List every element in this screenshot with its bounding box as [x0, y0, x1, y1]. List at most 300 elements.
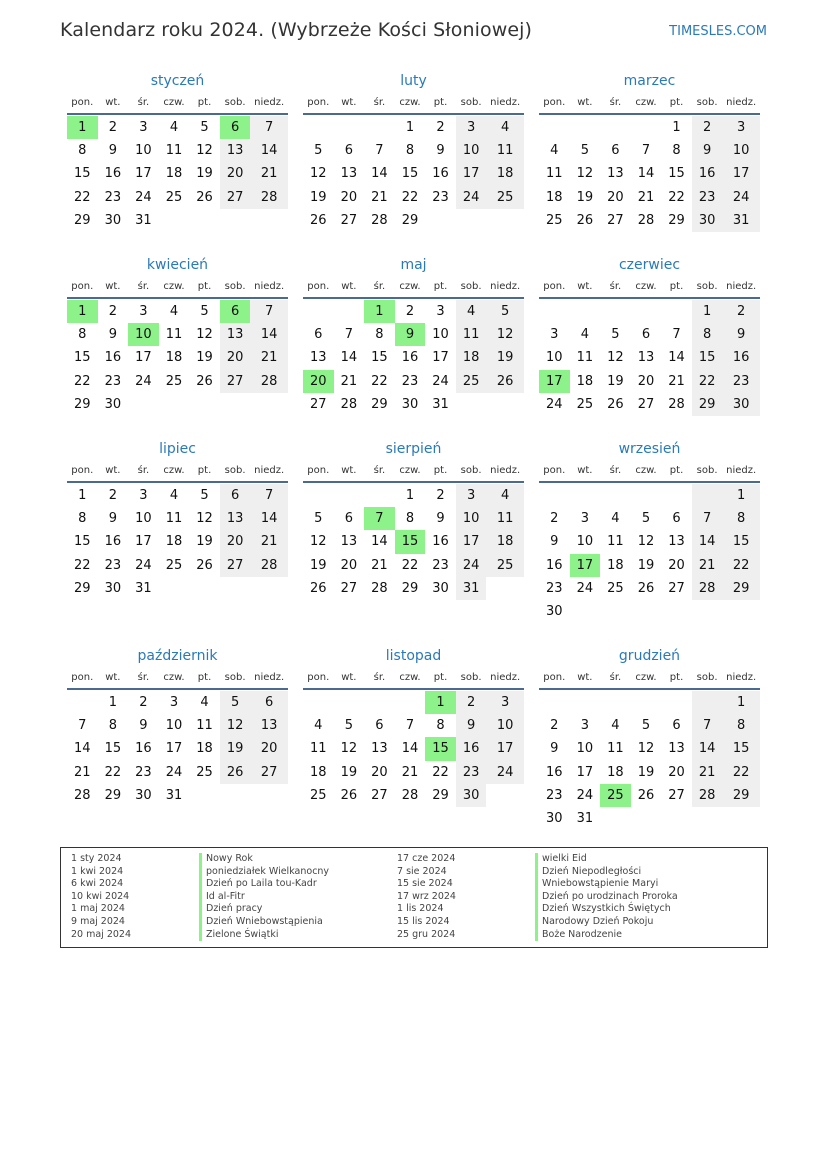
day-cell[interactable]: 14 [250, 507, 288, 530]
day-cell[interactable]: 22 [722, 761, 760, 784]
day-cell[interactable]: 4 [486, 116, 524, 139]
day-cell[interactable]: 23 [104, 557, 122, 573]
day-cell[interactable]: 11 [576, 350, 594, 366]
day-cell[interactable]: 7 [692, 507, 723, 530]
day-cell[interactable]: 1 [108, 695, 117, 710]
day-cell[interactable]: 25 [600, 784, 631, 807]
day-cell[interactable]: 21 [250, 530, 288, 553]
day-cell[interactable]: 24 [432, 373, 449, 389]
day-cell[interactable]: 28 [74, 787, 91, 803]
day-cell[interactable]: 3 [139, 304, 148, 319]
day-cell[interactable]: 11 [165, 327, 183, 343]
day-cell[interactable]: 9 [139, 718, 148, 734]
day-cell[interactable]: 13 [340, 166, 358, 182]
day-cell[interactable]: 4 [486, 484, 524, 507]
day-cell[interactable]: 5 [200, 120, 209, 135]
day-cell[interactable]: 18 [165, 350, 183, 366]
day-cell[interactable]: 24 [576, 580, 594, 596]
day-cell[interactable]: 12 [220, 714, 251, 737]
day-cell[interactable]: 3 [456, 484, 487, 507]
day-cell[interactable]: 6 [344, 143, 353, 159]
day-cell[interactable]: 25 [486, 554, 524, 577]
day-cell[interactable]: 25 [456, 370, 487, 393]
day-cell[interactable]: 4 [314, 718, 323, 734]
day-cell[interactable]: 25 [486, 186, 524, 209]
day-cell[interactable]: 28 [250, 554, 288, 577]
day-cell[interactable]: 3 [139, 488, 148, 503]
day-cell[interactable]: 15 [692, 346, 723, 369]
day-cell[interactable]: 12 [196, 511, 213, 527]
day-cell[interactable]: 4 [169, 304, 179, 319]
day-cell[interactable]: 26 [220, 761, 251, 784]
day-cell[interactable]: 11 [165, 511, 183, 527]
day-cell[interactable]: 5 [220, 691, 251, 714]
day-cell[interactable]: 8 [375, 327, 384, 343]
day-cell[interactable]: 16 [104, 534, 122, 550]
day-cell[interactable]: 3 [550, 327, 559, 343]
day-cell[interactable]: 28 [250, 370, 288, 393]
day-cell[interactable]: 29 [74, 212, 91, 228]
day-cell[interactable]: 13 [250, 714, 288, 737]
day-cell[interactable]: 22 [74, 373, 91, 389]
day-cell[interactable]: 23 [546, 580, 563, 596]
day-cell[interactable]: 23 [432, 557, 449, 573]
day-cell[interactable]: 14 [371, 534, 388, 550]
day-cell[interactable]: 22 [104, 764, 122, 780]
day-cell[interactable]: 6 [672, 718, 681, 734]
day-cell[interactable]: 1 [722, 484, 760, 507]
day-cell[interactable]: 24 [135, 373, 152, 389]
day-cell[interactable]: 5 [200, 304, 209, 319]
day-cell[interactable]: 1 [692, 300, 723, 323]
day-cell[interactable]: 9 [722, 323, 760, 346]
day-cell[interactable]: 27 [220, 554, 251, 577]
day-cell[interactable]: 20 [668, 764, 685, 780]
day-cell[interactable]: 21 [371, 557, 388, 573]
day-cell[interactable]: 28 [692, 577, 723, 600]
day-cell[interactable]: 20 [220, 530, 251, 553]
day-cell[interactable]: 23 [546, 787, 563, 803]
day-cell[interactable]: 8 [405, 511, 415, 527]
day-cell[interactable]: 13 [668, 534, 685, 550]
day-cell[interactable]: 19 [486, 346, 524, 369]
day-cell[interactable]: 12 [637, 741, 655, 757]
day-cell[interactable]: 17 [570, 554, 601, 577]
day-cell[interactable]: 29 [401, 212, 419, 228]
day-cell[interactable]: 19 [196, 350, 213, 366]
day-cell[interactable]: 23 [692, 186, 723, 209]
day-cell[interactable]: 13 [637, 350, 655, 366]
day-cell[interactable]: 21 [250, 162, 288, 185]
day-cell[interactable]: 16 [104, 166, 122, 182]
day-cell[interactable]: 14 [250, 323, 288, 346]
day-cell[interactable]: 2 [692, 116, 723, 139]
day-cell[interactable]: 18 [165, 166, 183, 182]
day-cell[interactable]: 6 [220, 116, 251, 139]
day-cell[interactable]: 7 [344, 327, 353, 343]
day-cell[interactable]: 11 [607, 534, 624, 550]
day-cell[interactable]: 20 [340, 557, 358, 573]
day-cell[interactable]: 4 [550, 143, 559, 159]
day-cell[interactable]: 6 [220, 300, 251, 323]
day-cell[interactable]: 7 [250, 116, 288, 139]
day-cell[interactable]: 14 [692, 530, 723, 553]
day-cell[interactable]: 18 [546, 189, 563, 205]
day-cell[interactable]: 6 [641, 327, 651, 343]
day-cell[interactable]: 2 [436, 120, 445, 135]
day-cell[interactable]: 1 [364, 300, 395, 323]
day-cell[interactable]: 28 [371, 580, 388, 596]
day-cell[interactable]: 7 [405, 718, 415, 734]
day-cell[interactable]: 20 [668, 557, 685, 573]
day-cell[interactable]: 15 [425, 737, 456, 760]
day-cell[interactable]: 4 [200, 695, 209, 710]
day-cell[interactable]: 16 [546, 557, 563, 573]
day-cell[interactable]: 8 [692, 323, 723, 346]
day-cell[interactable]: 17 [576, 764, 594, 780]
day-cell[interactable]: 14 [74, 741, 91, 757]
day-cell[interactable]: 7 [250, 484, 288, 507]
day-cell[interactable]: 6 [344, 511, 353, 527]
day-cell[interactable]: 11 [165, 143, 183, 159]
day-cell[interactable]: 9 [692, 139, 723, 162]
day-cell[interactable]: 27 [637, 396, 655, 412]
day-cell[interactable]: 2 [139, 695, 148, 710]
day-cell[interactable]: 26 [486, 370, 524, 393]
day-cell[interactable]: 16 [546, 764, 563, 780]
day-cell[interactable]: 31 [135, 212, 152, 228]
day-cell[interactable]: 28 [371, 212, 388, 228]
day-cell[interactable]: 26 [607, 396, 624, 412]
day-cell[interactable]: 17 [135, 534, 152, 550]
day-cell[interactable]: 12 [196, 327, 213, 343]
day-cell[interactable]: 4 [611, 511, 620, 527]
day-cell[interactable]: 10 [165, 718, 183, 734]
day-cell[interactable]: 15 [668, 166, 685, 182]
day-cell[interactable]: 25 [165, 373, 183, 389]
day-cell[interactable]: 2 [108, 120, 117, 135]
day-cell[interactable]: 9 [108, 143, 117, 159]
day-cell[interactable]: 6 [314, 327, 323, 343]
day-cell[interactable]: 22 [692, 370, 723, 393]
day-cell[interactable]: 10 [546, 350, 563, 366]
day-cell[interactable]: 6 [672, 511, 681, 527]
day-cell[interactable]: 12 [607, 350, 624, 366]
day-cell[interactable]: 17 [486, 737, 524, 760]
day-cell[interactable]: 23 [722, 370, 760, 393]
day-cell[interactable]: 26 [637, 787, 655, 803]
day-cell[interactable]: 22 [401, 189, 419, 205]
day-cell[interactable]: 31 [432, 396, 449, 412]
day-cell[interactable]: 16 [432, 166, 449, 182]
day-cell[interactable]: 20 [371, 764, 388, 780]
day-cell[interactable]: 12 [486, 323, 524, 346]
day-cell[interactable]: 24 [486, 761, 524, 784]
day-cell[interactable]: 8 [405, 143, 415, 159]
day-cell[interactable]: 7 [641, 143, 651, 159]
day-cell[interactable]: 26 [340, 787, 358, 803]
day-cell[interactable]: 17 [135, 350, 152, 366]
day-cell[interactable]: 17 [432, 350, 449, 366]
day-cell[interactable]: 15 [722, 737, 760, 760]
day-cell[interactable]: 7 [250, 300, 288, 323]
day-cell[interactable]: 17 [165, 741, 183, 757]
day-cell[interactable]: 18 [456, 346, 487, 369]
day-cell[interactable]: 5 [641, 511, 651, 527]
day-cell[interactable]: 18 [196, 741, 213, 757]
day-cell[interactable]: 5 [580, 143, 589, 159]
day-cell[interactable]: 30 [432, 580, 449, 596]
day-cell[interactable]: 19 [196, 166, 213, 182]
day-cell[interactable]: 30 [546, 810, 563, 826]
day-cell[interactable]: 12 [637, 534, 655, 550]
day-cell[interactable]: 28 [340, 396, 358, 412]
day-cell[interactable]: 29 [74, 580, 91, 596]
day-cell[interactable]: 29 [432, 787, 449, 803]
day-cell[interactable]: 30 [401, 396, 419, 412]
day-cell[interactable]: 29 [401, 580, 419, 596]
day-cell[interactable]: 28 [668, 396, 685, 412]
day-cell[interactable]: 4 [580, 327, 589, 343]
day-cell[interactable]: 24 [135, 557, 152, 573]
day-cell[interactable]: 20 [250, 737, 288, 760]
day-cell[interactable]: 15 [371, 350, 388, 366]
day-cell[interactable]: 3 [436, 304, 445, 319]
day-cell[interactable]: 6 [250, 691, 288, 714]
day-cell[interactable]: 24 [135, 189, 152, 205]
day-cell[interactable]: 16 [432, 534, 449, 550]
day-cell[interactable]: 10 [722, 139, 760, 162]
day-cell[interactable]: 31 [722, 209, 760, 232]
day-cell[interactable]: 19 [607, 373, 624, 389]
day-cell[interactable]: 10 [135, 511, 152, 527]
day-cell[interactable]: 1 [67, 300, 98, 323]
day-cell[interactable]: 15 [74, 534, 91, 550]
day-cell[interactable]: 27 [668, 787, 685, 803]
day-cell[interactable]: 16 [401, 350, 419, 366]
day-cell[interactable]: 8 [108, 718, 117, 734]
day-cell[interactable]: 24 [722, 186, 760, 209]
day-cell[interactable]: 13 [220, 507, 251, 530]
day-cell[interactable]: 29 [692, 393, 723, 416]
day-cell[interactable]: 13 [371, 741, 388, 757]
day-cell[interactable]: 8 [78, 327, 87, 343]
day-cell[interactable]: 21 [340, 373, 358, 389]
day-cell[interactable]: 3 [456, 116, 487, 139]
day-cell[interactable]: 29 [722, 784, 760, 807]
day-cell[interactable]: 11 [486, 507, 524, 530]
day-cell[interactable]: 17 [456, 162, 487, 185]
day-cell[interactable]: 20 [637, 373, 655, 389]
day-cell[interactable]: 9 [108, 327, 117, 343]
day-cell[interactable]: 30 [692, 209, 723, 232]
day-cell[interactable]: 22 [371, 373, 388, 389]
day-cell[interactable]: 30 [722, 393, 760, 416]
day-cell[interactable]: 12 [196, 143, 213, 159]
day-cell[interactable]: 24 [576, 787, 594, 803]
day-cell[interactable]: 18 [576, 373, 594, 389]
day-cell[interactable]: 17 [539, 370, 570, 393]
day-cell[interactable]: 3 [169, 695, 179, 710]
day-cell[interactable]: 12 [310, 534, 327, 550]
day-cell[interactable]: 26 [576, 212, 594, 228]
day-cell[interactable]: 20 [340, 189, 358, 205]
day-cell[interactable]: 17 [722, 162, 760, 185]
day-cell[interactable]: 21 [371, 189, 388, 205]
day-cell[interactable]: 2 [436, 488, 445, 503]
day-cell[interactable]: 23 [104, 373, 122, 389]
day-cell[interactable]: 2 [108, 488, 117, 503]
day-cell[interactable]: 22 [74, 557, 91, 573]
day-cell[interactable]: 9 [456, 714, 487, 737]
day-cell[interactable]: 10 [432, 327, 449, 343]
day-cell[interactable]: 22 [74, 189, 91, 205]
day-cell[interactable]: 25 [607, 580, 624, 596]
day-cell[interactable]: 1 [425, 691, 456, 714]
day-cell[interactable]: 11 [607, 741, 624, 757]
day-cell[interactable]: 5 [641, 718, 651, 734]
day-cell[interactable]: 2 [456, 691, 487, 714]
day-cell[interactable]: 30 [135, 787, 152, 803]
day-cell[interactable]: 21 [250, 346, 288, 369]
day-cell[interactable]: 16 [456, 737, 487, 760]
day-cell[interactable]: 1 [78, 488, 87, 503]
day-cell[interactable]: 16 [692, 162, 723, 185]
day-cell[interactable]: 7 [672, 327, 681, 343]
day-cell[interactable]: 18 [486, 530, 524, 553]
day-cell[interactable]: 10 [128, 323, 159, 346]
day-cell[interactable]: 5 [486, 300, 524, 323]
day-cell[interactable]: 9 [436, 511, 445, 527]
day-cell[interactable]: 31 [576, 810, 594, 826]
day-cell[interactable]: 5 [314, 143, 323, 159]
brand-link[interactable]: TIMESLES.COM [669, 24, 767, 39]
day-cell[interactable]: 19 [637, 764, 655, 780]
day-cell[interactable]: 29 [74, 396, 91, 412]
day-cell[interactable]: 30 [104, 396, 122, 412]
day-cell[interactable]: 27 [220, 186, 251, 209]
day-cell[interactable]: 15 [104, 741, 122, 757]
day-cell[interactable]: 2 [108, 304, 117, 319]
day-cell[interactable]: 14 [340, 350, 358, 366]
day-cell[interactable]: 14 [637, 166, 655, 182]
day-cell[interactable]: 31 [456, 577, 487, 600]
day-cell[interactable]: 18 [165, 534, 183, 550]
day-cell[interactable]: 5 [611, 327, 620, 343]
day-cell[interactable]: 21 [74, 764, 91, 780]
day-cell[interactable]: 13 [668, 741, 685, 757]
day-cell[interactable]: 13 [310, 350, 327, 366]
day-cell[interactable]: 9 [550, 534, 559, 550]
day-cell[interactable]: 14 [401, 741, 419, 757]
day-cell[interactable]: 21 [637, 189, 655, 205]
day-cell[interactable]: 17 [456, 530, 487, 553]
day-cell[interactable]: 20 [220, 346, 251, 369]
day-cell[interactable]: 16 [104, 350, 122, 366]
day-cell[interactable]: 14 [692, 737, 723, 760]
day-cell[interactable]: 23 [104, 189, 122, 205]
day-cell[interactable]: 11 [486, 139, 524, 162]
day-cell[interactable]: 27 [310, 396, 327, 412]
day-cell[interactable]: 28 [401, 787, 419, 803]
day-cell[interactable]: 20 [220, 162, 251, 185]
day-cell[interactable]: 29 [722, 577, 760, 600]
day-cell[interactable]: 6 [375, 718, 384, 734]
day-cell[interactable]: 1 [722, 691, 760, 714]
day-cell[interactable]: 16 [135, 741, 152, 757]
day-cell[interactable]: 9 [395, 323, 426, 346]
day-cell[interactable]: 2 [722, 300, 760, 323]
day-cell[interactable]: 4 [456, 300, 487, 323]
day-cell[interactable]: 10 [486, 714, 524, 737]
day-cell[interactable]: 28 [692, 784, 723, 807]
day-cell[interactable]: 16 [722, 346, 760, 369]
day-cell[interactable]: 25 [165, 557, 183, 573]
day-cell[interactable]: 19 [576, 189, 594, 205]
day-cell[interactable]: 15 [74, 166, 91, 182]
day-cell[interactable]: 29 [668, 212, 685, 228]
day-cell[interactable]: 27 [371, 787, 388, 803]
day-cell[interactable]: 14 [371, 166, 388, 182]
day-cell[interactable]: 23 [401, 373, 419, 389]
day-cell[interactable]: 23 [135, 764, 152, 780]
day-cell[interactable]: 4 [611, 718, 620, 734]
day-cell[interactable]: 26 [196, 373, 213, 389]
day-cell[interactable]: 21 [668, 373, 685, 389]
day-cell[interactable]: 17 [135, 166, 152, 182]
day-cell[interactable]: 8 [78, 143, 87, 159]
day-cell[interactable]: 22 [432, 764, 449, 780]
day-cell[interactable]: 29 [371, 396, 388, 412]
day-cell[interactable]: 22 [401, 557, 419, 573]
day-cell[interactable]: 19 [220, 737, 251, 760]
day-cell[interactable]: 10 [576, 741, 594, 757]
day-cell[interactable]: 24 [456, 186, 487, 209]
day-cell[interactable]: 3 [139, 120, 148, 135]
day-cell[interactable]: 12 [340, 741, 358, 757]
day-cell[interactable]: 26 [310, 580, 327, 596]
day-cell[interactable]: 6 [611, 143, 620, 159]
day-cell[interactable]: 21 [692, 554, 723, 577]
day-cell[interactable]: 9 [436, 143, 445, 159]
day-cell[interactable]: 27 [340, 580, 358, 596]
day-cell[interactable]: 30 [546, 603, 563, 619]
day-cell[interactable]: 7 [78, 718, 87, 734]
day-cell[interactable]: 8 [722, 507, 760, 530]
day-cell[interactable]: 21 [692, 761, 723, 784]
day-cell[interactable]: 19 [310, 557, 327, 573]
day-cell[interactable]: 12 [576, 166, 594, 182]
day-cell[interactable]: 25 [310, 787, 327, 803]
day-cell[interactable]: 1 [67, 116, 98, 139]
day-cell[interactable]: 10 [576, 534, 594, 550]
day-cell[interactable]: 14 [668, 350, 685, 366]
day-cell[interactable]: 30 [104, 580, 122, 596]
day-cell[interactable]: 26 [310, 212, 327, 228]
day-cell[interactable]: 24 [546, 396, 563, 412]
day-cell[interactable]: 30 [104, 212, 122, 228]
day-cell[interactable]: 7 [692, 714, 723, 737]
day-cell[interactable]: 2 [550, 511, 559, 527]
day-cell[interactable]: 13 [220, 139, 251, 162]
day-cell[interactable]: 27 [340, 212, 358, 228]
day-cell[interactable]: 2 [550, 718, 559, 734]
day-cell[interactable]: 19 [196, 534, 213, 550]
day-cell[interactable]: 1 [405, 488, 415, 503]
day-cell[interactable]: 22 [722, 554, 760, 577]
day-cell[interactable]: 19 [310, 189, 327, 205]
day-cell[interactable]: 4 [169, 120, 179, 135]
